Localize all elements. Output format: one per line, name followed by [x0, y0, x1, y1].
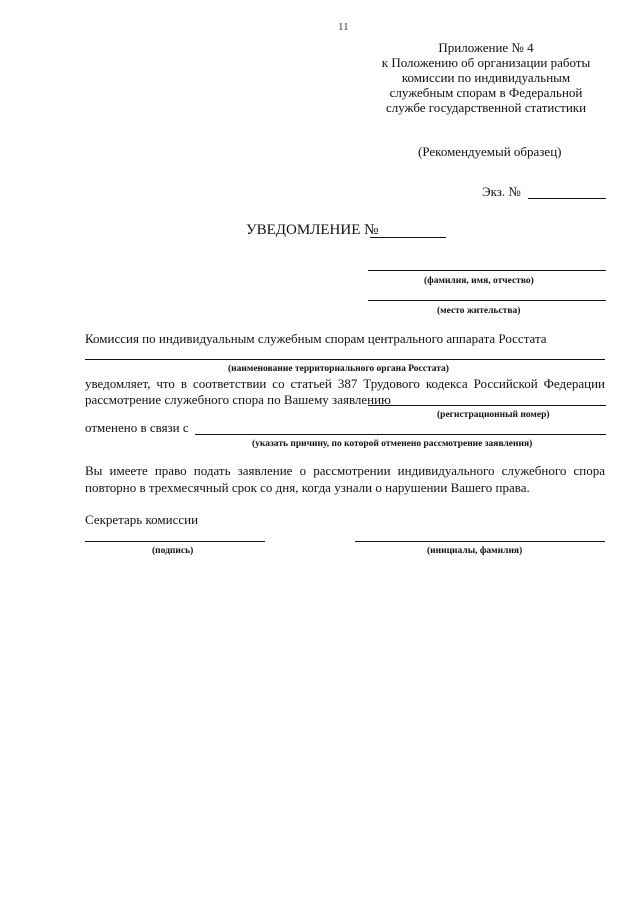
cancel-reason-caption: (указать причину, по которой отменено рассмотрение заявления) [252, 439, 533, 449]
secretary-label: Секретарь комиссии [85, 512, 199, 527]
appendix-line-5: службе государственной статистики [385, 100, 587, 115]
cancelled-label: отменено в связи с [85, 420, 189, 435]
copy-number-field [528, 198, 606, 199]
appendix-line-4: служебным спорам в Федеральной [389, 85, 583, 100]
recipient-address-field [368, 300, 606, 301]
recipient-name-caption: (фамилия, имя, отчество) [424, 276, 534, 286]
notify-text-line-2: рассмотрение служебного спора по Вашему заявлению [85, 392, 391, 407]
rights-text-line-2: повторно в трехмесячный срок со дня, когда узнали о нарушении Вашего права. [85, 480, 530, 495]
initials-field [355, 541, 605, 542]
document-title: УВЕДОМЛЕНИЕ № [246, 222, 379, 238]
recipient-address-caption: (место жительства) [437, 306, 521, 316]
signature-field [85, 541, 265, 542]
appendix-header [370, 40, 602, 115]
registration-number-field [368, 405, 606, 406]
appendix-line-1: Приложение № 4 [438, 40, 534, 55]
cancel-reason-field [195, 434, 606, 435]
copy-number-label: Экз. № [482, 184, 521, 199]
sample-note: (Рекомендуемый образец) [418, 144, 562, 159]
territorial-organ-caption: (наименование территориального органа Росстата) [228, 364, 449, 374]
rights-text-line-1: Вы имеете право подать заявление о рассмотрении индивидуального служебного спора [85, 463, 605, 478]
appendix-line-2: к Положению об организации работы [381, 55, 591, 70]
appendix-line-3: комиссии по индивидуальным [401, 70, 571, 85]
commission-text: Комиссия по индивидуальным служебным спорам центрального аппарата Росстата [85, 331, 547, 346]
initials-caption: (инициалы, фамилия) [427, 546, 523, 556]
page-number: 11 [338, 21, 349, 33]
territorial-organ-field [85, 359, 605, 360]
notify-text-line-1: уведомляет, что в соответствии со статьей 387 Трудового кодекса Российской Федерации [85, 376, 605, 391]
notice-number-field [370, 237, 446, 238]
registration-number-caption: (регистрационный номер) [437, 410, 550, 420]
signature-caption: (подпись) [152, 546, 194, 556]
recipient-name-field [368, 270, 606, 271]
